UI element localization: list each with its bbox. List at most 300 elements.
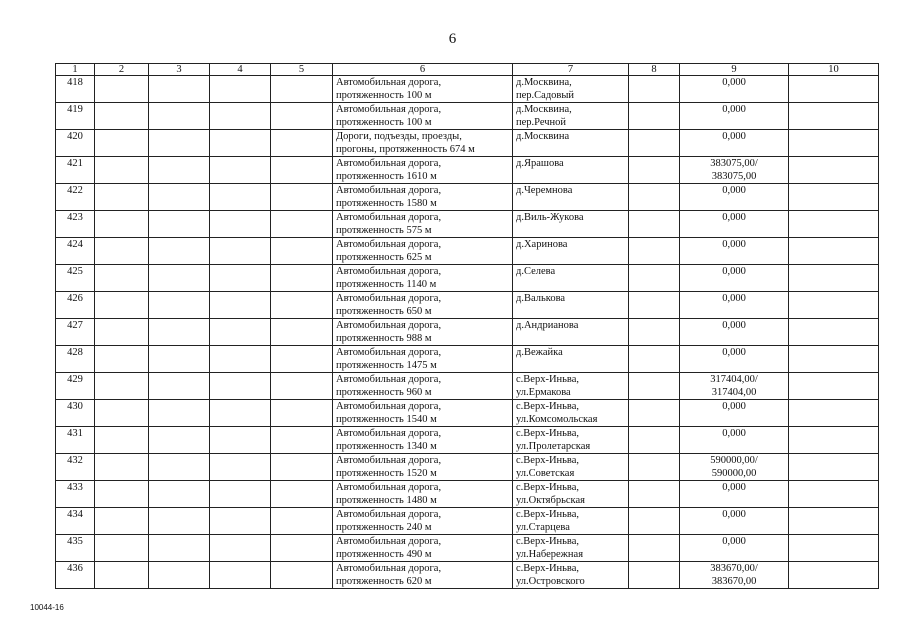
value-cell [680,319,789,346]
cell-line: ул.Октябрьская [516,495,585,506]
cell-line: протяженность 100 м [336,117,432,128]
description-cell [333,103,513,130]
column-header: 9 [680,64,789,76]
cell-line: ул.Старцева [516,522,570,533]
empty-cell [789,508,879,535]
empty-cell [629,211,680,238]
empty-cell [95,562,149,589]
cell-line: 0,000 [722,239,746,250]
cell-line: протяженность 625 м [336,252,432,263]
table-row [56,211,879,238]
column-header: 10 [789,64,879,76]
cell-line: 0,000 [722,428,746,439]
table-row [56,238,879,265]
location-cell [513,265,629,292]
empty-cell [210,238,271,265]
row-number-cell: 428 [56,346,95,373]
cell-line: д.Вежайка [516,347,563,358]
empty-cell [210,292,271,319]
empty-cell [789,130,879,157]
empty-cell [629,346,680,373]
cell-line: Автомобильная дорога, [336,104,442,115]
location-cell [513,481,629,508]
table-row [56,76,879,103]
empty-cell [95,427,149,454]
empty-cell [271,238,333,265]
empty-cell [210,400,271,427]
empty-cell [95,76,149,103]
empty-cell [95,238,149,265]
location-cell [513,184,629,211]
cell-line: Автомобильная дорога, [336,77,442,88]
cell-line: прогоны, протяженность 674 м [336,144,475,155]
location-cell [513,130,629,157]
row-number-cell: 434 [56,508,95,535]
empty-cell [271,76,333,103]
cell-line: д.Ярашова [516,158,564,169]
cell-line: ул.Комсомольская [516,414,598,425]
empty-cell [629,76,680,103]
description-cell [333,508,513,535]
description-cell [333,184,513,211]
location-cell [513,373,629,400]
empty-cell [149,373,210,400]
empty-cell [789,265,879,292]
description-cell [333,292,513,319]
empty-cell [95,292,149,319]
empty-cell [210,184,271,211]
location-cell [513,508,629,535]
column-header: 8 [629,64,680,76]
empty-cell [149,130,210,157]
cell-line: 383670,00 [711,576,757,587]
empty-cell [149,427,210,454]
description-cell [333,211,513,238]
empty-cell [789,346,879,373]
empty-cell [149,454,210,481]
cell-line: 0,000 [722,104,746,115]
row-number-cell: 418 [56,76,95,103]
empty-cell [210,103,271,130]
cell-line: 0,000 [722,401,746,412]
empty-cell [149,184,210,211]
value-cell [680,184,789,211]
empty-cell [789,211,879,238]
cell-line: с.Верх-Иньва, [516,563,580,574]
table-body [56,76,879,589]
empty-cell [629,373,680,400]
empty-cell [149,562,210,589]
cell-line: протяженность 1480 м [336,495,437,506]
empty-cell [95,508,149,535]
empty-cell [149,400,210,427]
value-cell [680,265,789,292]
empty-cell [271,508,333,535]
empty-cell [271,103,333,130]
empty-cell [271,346,333,373]
empty-cell [149,346,210,373]
table-row [56,400,879,427]
empty-cell [95,535,149,562]
column-header: 7 [513,64,629,76]
cell-line: протяженность 575 м [336,225,432,236]
cell-line: д.Москвина, [516,77,572,88]
empty-cell [95,481,149,508]
description-cell [333,238,513,265]
cell-line: д.Андрианова [516,320,579,331]
description-cell [333,481,513,508]
empty-cell [789,427,879,454]
empty-cell [271,319,333,346]
row-number-cell: 430 [56,400,95,427]
empty-cell [149,508,210,535]
empty-cell [629,454,680,481]
value-cell [680,373,789,400]
empty-cell [629,265,680,292]
empty-cell [210,130,271,157]
cell-line: Автомобильная дорога, [336,428,442,439]
empty-cell [149,535,210,562]
empty-cell [210,319,271,346]
empty-cell [210,76,271,103]
cell-line: протяженность 650 м [336,306,432,317]
location-cell [513,319,629,346]
value-cell [680,400,789,427]
value-cell [680,211,789,238]
cell-line: протяженность 1580 м [336,198,437,209]
empty-cell [271,211,333,238]
table-row [56,319,879,346]
empty-cell [95,157,149,184]
value-cell [680,508,789,535]
row-number-cell: 424 [56,238,95,265]
table-row [56,346,879,373]
cell-line: 383670,00/ [710,563,758,574]
description-cell [333,373,513,400]
empty-cell [149,103,210,130]
empty-cell [789,562,879,589]
description-cell [333,346,513,373]
row-number-cell: 431 [56,427,95,454]
cell-line: Автомобильная дорога, [336,185,442,196]
row-number-cell: 420 [56,130,95,157]
cell-line: ул.Набережная [516,549,584,560]
cell-line: с.Верх-Иньва, [516,482,580,493]
table-row [56,562,879,589]
cell-line: с.Верх-Иньва, [516,455,580,466]
row-number-cell: 429 [56,373,95,400]
table-row [56,130,879,157]
cell-line: Автомобильная дорога, [336,563,442,574]
empty-cell [210,373,271,400]
row-number-cell: 436 [56,562,95,589]
value-cell [680,157,789,184]
cell-line: Автомобильная дорога, [336,482,442,493]
description-cell [333,454,513,481]
empty-cell [789,481,879,508]
header-row [56,64,879,76]
cell-line: Автомобильная дорога, [336,320,442,331]
empty-cell [629,292,680,319]
empty-cell [271,157,333,184]
empty-cell [789,103,879,130]
cell-line: Автомобильная дорога, [336,293,442,304]
empty-cell [789,535,879,562]
location-cell [513,76,629,103]
value-cell [680,76,789,103]
row-number-cell: 419 [56,103,95,130]
table-row [56,508,879,535]
description-cell [333,319,513,346]
empty-cell [629,103,680,130]
empty-cell [271,373,333,400]
cell-line: 0,000 [722,212,746,223]
location-cell [513,292,629,319]
empty-cell [789,184,879,211]
empty-cell [629,400,680,427]
cell-line: д.Харинова [516,239,568,250]
cell-line: д.Черемнова [516,185,573,196]
value-cell [680,346,789,373]
location-cell [513,562,629,589]
empty-cell [629,427,680,454]
cell-line: 590000,00 [711,468,757,479]
cell-line: ул.Островского [516,576,585,587]
location-cell [513,103,629,130]
empty-cell [149,76,210,103]
empty-cell [629,238,680,265]
footer-code: 10044-16 [30,603,64,612]
table-row [56,454,879,481]
cell-line: 383075,00/ [710,158,758,169]
row-number-cell: 427 [56,319,95,346]
empty-cell [629,184,680,211]
empty-cell [629,562,680,589]
location-cell [513,454,629,481]
empty-cell [149,481,210,508]
empty-cell [210,481,271,508]
location-cell [513,238,629,265]
page-number: 6 [448,31,457,47]
description-cell [333,76,513,103]
cell-line: протяженность 1610 м [336,171,437,182]
table-row [56,292,879,319]
cell-line: протяженность 1340 м [336,441,437,452]
column-header: 5 [271,64,333,76]
empty-cell [95,454,149,481]
table-row [56,157,879,184]
empty-cell [271,265,333,292]
column-header: 3 [149,64,210,76]
empty-cell [95,319,149,346]
empty-cell [629,157,680,184]
description-cell [333,400,513,427]
cell-line: протяженность 1540 м [336,414,437,425]
cell-line: протяженность 988 м [336,333,432,344]
cell-line: Автомобильная дорога, [336,509,442,520]
value-cell [680,292,789,319]
value-cell [680,238,789,265]
row-number-cell: 423 [56,211,95,238]
row-number-cell: 426 [56,292,95,319]
location-cell [513,535,629,562]
value-cell [680,103,789,130]
empty-cell [149,238,210,265]
cell-line: Автомобильная дорога, [336,401,442,412]
row-number-cell: 433 [56,481,95,508]
cell-line: 0,000 [722,320,746,331]
cell-line: с.Верх-Иньва, [516,509,580,520]
description-cell [333,535,513,562]
column-header: 1 [56,64,95,76]
value-cell [680,535,789,562]
cell-line: протяженность 1140 м [336,279,437,290]
value-cell [680,454,789,481]
cell-line: Автомобильная дорога, [336,212,442,223]
cell-line: 0,000 [722,185,746,196]
empty-cell [210,562,271,589]
empty-cell [95,184,149,211]
value-cell [680,427,789,454]
cell-line: д.Москвина [516,131,570,142]
empty-cell [271,184,333,211]
cell-line: 0,000 [722,131,746,142]
cell-line: Автомобильная дорога, [336,374,442,385]
empty-cell [95,103,149,130]
cell-line: Дороги, подъезды, проезды, [336,131,462,142]
cell-line: протяженность 1475 м [336,360,437,371]
empty-cell [210,211,271,238]
empty-cell [210,427,271,454]
empty-cell [95,346,149,373]
cell-line: с.Верх-Иньва, [516,374,580,385]
cell-line: 383075,00 [711,171,757,182]
cell-line: Автомобильная дорога, [336,347,442,358]
empty-cell [271,427,333,454]
cell-line: 317404,00/ [710,374,758,385]
cell-line: 590000,00/ [710,455,758,466]
empty-cell [210,157,271,184]
empty-cell [149,211,210,238]
cell-line: 0,000 [722,293,746,304]
description-cell [333,157,513,184]
cell-line: протяженность 490 м [336,549,432,560]
location-cell [513,157,629,184]
location-cell [513,427,629,454]
cell-line: д.Москвина, [516,104,572,115]
table-row [56,535,879,562]
description-cell [333,130,513,157]
empty-cell [271,130,333,157]
row-number-cell: 432 [56,454,95,481]
empty-cell [95,211,149,238]
empty-cell [789,76,879,103]
cell-line: 0,000 [722,536,746,547]
empty-cell [95,400,149,427]
empty-cell [149,292,210,319]
cell-line: с.Верх-Иньва, [516,536,580,547]
cell-line: 0,000 [722,266,746,277]
empty-cell [629,481,680,508]
cell-line: 0,000 [722,77,746,88]
empty-cell [271,481,333,508]
empty-cell [629,130,680,157]
cell-line: 0,000 [722,482,746,493]
cell-line: д.Виль-Жукова [516,212,584,223]
row-number-cell: 435 [56,535,95,562]
table-row [56,265,879,292]
cell-line: д.Селева [516,266,556,277]
column-header: 6 [333,64,513,76]
location-cell [513,211,629,238]
empty-cell [210,454,271,481]
cell-line: Автомобильная дорога, [336,266,442,277]
table-row [56,184,879,211]
empty-cell [271,454,333,481]
cell-line: Автомобильная дорога, [336,158,442,169]
empty-cell [271,535,333,562]
table-row [56,373,879,400]
empty-cell [789,238,879,265]
cell-line: ул.Ермакова [516,387,571,398]
column-header: 4 [210,64,271,76]
row-number-cell: 422 [56,184,95,211]
value-cell [680,130,789,157]
cell-line: Автомобильная дорога, [336,536,442,547]
cell-line: пер.Садовый [516,90,575,101]
description-cell [333,427,513,454]
empty-cell [271,562,333,589]
cell-line: протяженность 240 м [336,522,432,533]
cell-line: 0,000 [722,347,746,358]
value-cell [680,481,789,508]
cell-line: 317404,00 [711,387,757,398]
empty-cell [271,400,333,427]
empty-cell [149,319,210,346]
cell-line: 0,000 [722,509,746,520]
empty-cell [789,157,879,184]
location-cell [513,400,629,427]
cell-line: протяженность 960 м [336,387,432,398]
empty-cell [789,373,879,400]
value-cell [680,562,789,589]
location-cell [513,346,629,373]
cell-line: протяженность 620 м [336,576,432,587]
description-cell [333,265,513,292]
cell-line: Автомобильная дорога, [336,455,442,466]
registry-table [55,63,879,589]
cell-line: протяженность 100 м [336,90,432,101]
cell-line: с.Верх-Иньва, [516,428,580,439]
empty-cell [789,292,879,319]
column-header: 2 [95,64,149,76]
cell-line: ул.Пролетарская [516,441,591,452]
empty-cell [271,292,333,319]
table-row [56,427,879,454]
empty-cell [95,130,149,157]
empty-cell [210,265,271,292]
empty-cell [95,265,149,292]
cell-line: д.Валькова [516,293,566,304]
empty-cell [210,508,271,535]
row-number-cell: 421 [56,157,95,184]
cell-line: Автомобильная дорога, [336,239,442,250]
empty-cell [789,400,879,427]
description-cell [333,562,513,589]
empty-cell [789,454,879,481]
cell-line: протяженность 1520 м [336,468,437,479]
empty-cell [95,373,149,400]
